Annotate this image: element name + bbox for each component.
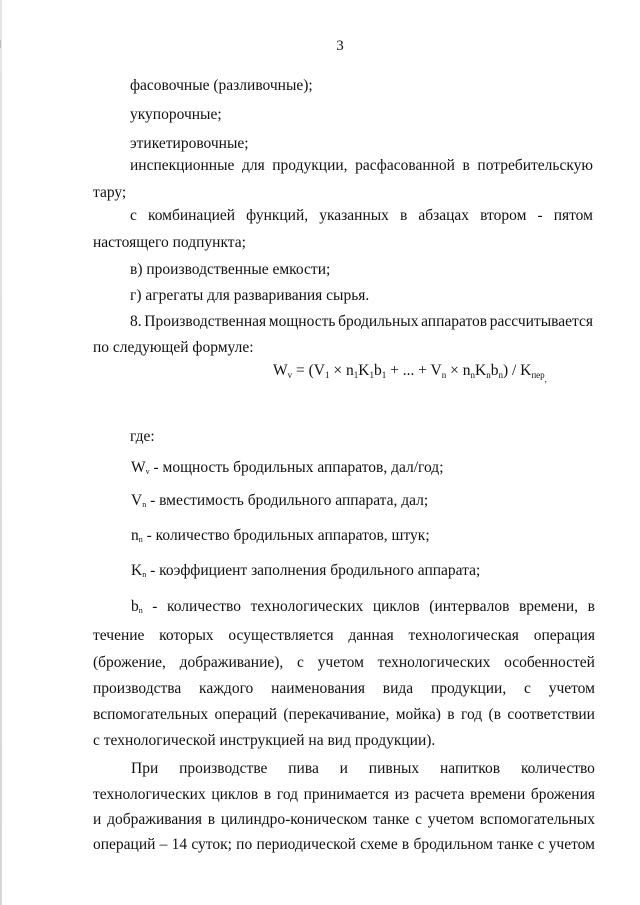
capacity-formula: $W_v = (V_1 \times n_1K_1b_1$ + ... + $V_n \times n_nK_nb_n) / K_{пер,}$ [273, 362, 547, 384]
list-item-inspection: инспекционные для продукции, расфасованной в потребительскую [130, 157, 593, 174]
list-item-tanks: в) производственные емкости; [130, 261, 331, 278]
beer-paragraph-line4: операций – 14 суток; по периодической схеме в бродильном танке с учетом [93, 836, 595, 853]
list-item-boiling: г) агрегаты для разваривания сырья. [130, 287, 370, 304]
symbol-bn: $b_n$ [131, 598, 143, 615]
beer-paragraph-line1: При производстве пива и пивных напитков количество [131, 760, 595, 777]
list-item-filling: фасовочные (разливочные); [130, 77, 313, 94]
list-item-labeling: этикетировочные; [130, 135, 249, 152]
definition-bn: $b_n$ - количество технологических циклов (интервалов времени, в [131, 597, 595, 621]
definition-bn-line4: производства каждого наименования вида продукции, с учетом [93, 680, 595, 697]
definition-bn-line2: течение которых осуществляется данная технологическая операция [93, 627, 595, 644]
definition-vn: $V_n$ - вместимость бродильного аппарата, дал; [131, 492, 429, 509]
symbol-nn: $n_n$ [131, 527, 143, 544]
list-item-inspection-cont: тару; [93, 184, 127, 201]
definition-bn-line3: (брожение, дображивание), с учетом технологических особенностей [93, 654, 595, 671]
clause-8: 8. Производственная мощность бродильных аппаратов рассчитывается [130, 313, 593, 330]
beer-paragraph-line3: и дображивания в цилиндро-коническом танке с учетом вспомогательных [93, 811, 595, 828]
definition-nn: $n_n$ - количество бродильных аппаратов, штук; [131, 527, 430, 544]
list-item-combined-cont: настоящего подпункта; [93, 234, 246, 251]
page-number: 3 [336, 38, 344, 54]
list-item-capping: укупорочные; [130, 106, 222, 123]
definition-bn-line5: вспомогательных операций (перекачивание, мойка) в год (в соответствии [93, 706, 595, 723]
clause-8-cont: по следующей формуле: [93, 339, 254, 356]
definition-wv: $W_v$ - мощность бродильных аппаратов, дал/год; [131, 459, 444, 476]
definition-kn: $K_n$ - коэффициент заполнения бродильного аппарата; [131, 562, 481, 579]
where-label: где: [130, 428, 155, 445]
beer-paragraph-line2: технологических циклов в год принимается из расчета времени брожения [93, 786, 595, 803]
list-item-combined: с комбинацией функций, указанных в абзацах втором - пятом [130, 207, 593, 224]
symbol-kn: $K_n$ [131, 562, 147, 579]
symbol-vn: $V_n$ [131, 492, 147, 509]
definition-bn-line6: с технологической инструкцией на вид продукции). [93, 732, 436, 749]
page-edge [0, 0, 2, 905]
symbol-wv: $W_v$ [131, 459, 150, 476]
